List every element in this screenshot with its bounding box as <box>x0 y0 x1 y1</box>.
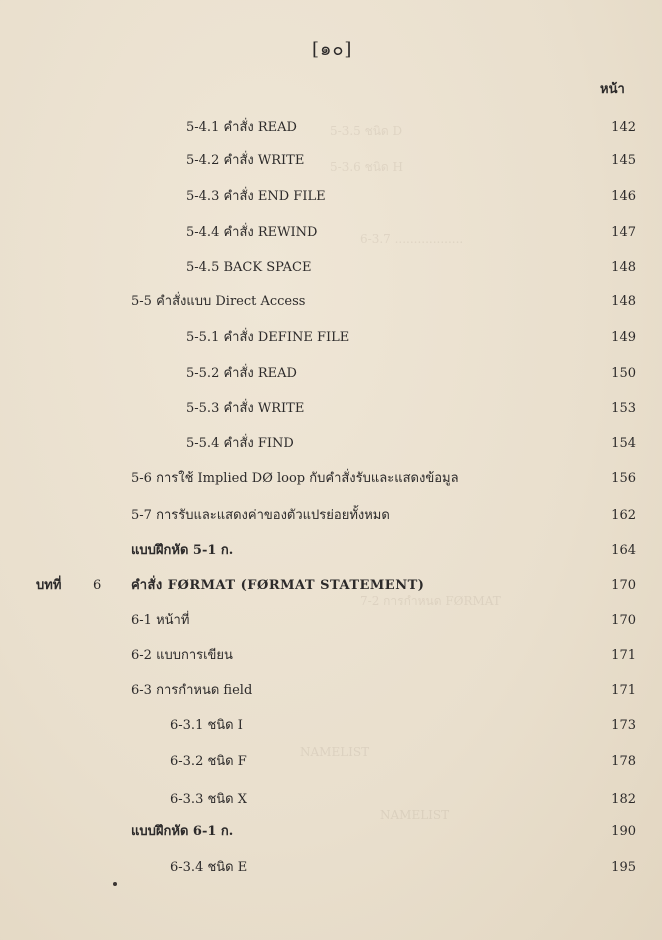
toc-entry <box>0 645 662 667</box>
toc-entry-page: 170 <box>611 613 636 628</box>
toc-entry-label: 5-5.3 คำสั่ง WRITE <box>186 401 305 416</box>
toc-entry-label: 5-5.1 คำสั่ง DEFINE FILE <box>186 330 350 345</box>
show-through-text: 7-2 การกำหนด FØRMAT <box>360 594 501 608</box>
toc-entry <box>0 751 662 773</box>
toc-entry <box>0 610 662 632</box>
show-through-text: 5-3.5 ชนิด D <box>330 124 403 138</box>
toc-entry-label: 6-3.2 ชนิด F <box>170 754 247 769</box>
toc-entry <box>0 789 662 811</box>
toc-entry-label: แบบฝึกหัด 5-1 ก. <box>131 543 234 558</box>
toc-entry-page: 182 <box>611 792 636 807</box>
toc-entry-page: 164 <box>611 543 636 558</box>
toc-entry-label: 6-3.1 ชนิด I <box>170 718 243 733</box>
toc-entry-page: 142 <box>611 120 636 135</box>
toc-entry-page: 154 <box>611 436 636 451</box>
toc-entry-label: 5-4.3 คำสั่ง END FILE <box>186 189 326 204</box>
toc-entry-page: 148 <box>611 294 636 309</box>
toc-entry <box>0 150 662 172</box>
toc-entry <box>0 540 662 562</box>
toc-entry-page: 156 <box>611 471 636 486</box>
toc-entry-label: 5-4.1 คำสั่ง READ <box>186 120 297 135</box>
toc-entry <box>0 715 662 737</box>
toc-entry <box>0 398 662 420</box>
toc-entry <box>0 117 662 139</box>
toc-entry-label: 6-3 การกำหนด field <box>131 683 253 698</box>
toc-entry-label: 6-3.4 ชนิด E <box>170 860 248 875</box>
toc-entry-label: 6-1 หน้าที่ <box>131 613 190 628</box>
show-through-text: NAMELIST <box>380 808 450 822</box>
toc-entry-page: 153 <box>611 401 636 416</box>
toc-entry-label: 5-4.2 คำสั่ง WRITE <box>186 153 305 168</box>
toc-entry-page: 145 <box>611 153 636 168</box>
toc-entry <box>0 257 662 279</box>
toc-chapter-number: 6 <box>93 578 102 593</box>
toc-entry <box>0 433 662 455</box>
toc-entry-page: 148 <box>611 260 636 275</box>
toc-entry <box>0 363 662 385</box>
toc-entry-page: 173 <box>611 718 636 733</box>
show-through-text: NAMELIST <box>300 745 370 759</box>
toc-entry-label: 5-4.5 BACK SPACE <box>186 260 312 275</box>
toc-entry-page: 190 <box>611 824 636 839</box>
toc-entry <box>0 327 662 349</box>
toc-entry-label: แบบฝึกหัด 6-1 ก. <box>131 824 234 839</box>
page-column-header: หน้า <box>600 82 625 97</box>
toc-entry-page: 195 <box>611 860 636 875</box>
toc-entry-page: 150 <box>611 366 636 381</box>
toc-entry <box>0 291 662 313</box>
toc-entry-page: 146 <box>611 189 636 204</box>
page-number: [๑๐] <box>312 39 353 60</box>
show-through-text: 6-3.7 .................. <box>360 232 464 246</box>
toc-entry-label: 5-7 การรับและแสดงค่าของตัวแปรย่อยทั้งหมด <box>131 508 390 523</box>
toc-entry-label: 6-3.3 ชนิด X <box>170 792 248 807</box>
ink-speck <box>113 882 117 886</box>
toc-entry-label: 6-2 แบบการเขียน <box>131 648 233 663</box>
toc-entry-page: 171 <box>611 683 636 698</box>
toc-entry <box>0 468 662 490</box>
toc-chapter-entry <box>0 575 662 597</box>
toc-entry-label: 5-6 การใช้ Implied DØ loop กับคำสั่งรับและแสดงข้อมูล <box>131 471 459 486</box>
toc-entry-label: 5-5.4 คำสั่ง FIND <box>186 436 294 451</box>
toc-entry-page: 149 <box>611 330 636 345</box>
toc-entry-label: 5-5 คำสั่งแบบ Direct Access <box>131 294 306 309</box>
toc-entry-page: 162 <box>611 508 636 523</box>
toc-entry <box>0 505 662 527</box>
toc-entry-label: คำสั่ง FØRMAT (FØRMAT STATEMENT) <box>131 578 425 593</box>
toc-entry <box>0 857 662 879</box>
toc-chapter-word: บทที่ <box>36 578 62 593</box>
toc-entry <box>0 821 662 843</box>
toc-entry <box>0 680 662 702</box>
toc-entry-page: 147 <box>611 225 636 240</box>
toc-entry-label: 5-4.4 คำสั่ง REWIND <box>186 225 318 240</box>
toc-entry <box>0 222 662 244</box>
toc-entry-label: 5-5.2 คำสั่ง READ <box>186 366 297 381</box>
toc-entry-page: 171 <box>611 648 636 663</box>
show-through-text: 5-3.6 ชนิด H <box>330 160 404 174</box>
toc-entry-page: 178 <box>611 754 636 769</box>
toc-entry-page: 170 <box>611 578 636 593</box>
toc-entry <box>0 186 662 208</box>
